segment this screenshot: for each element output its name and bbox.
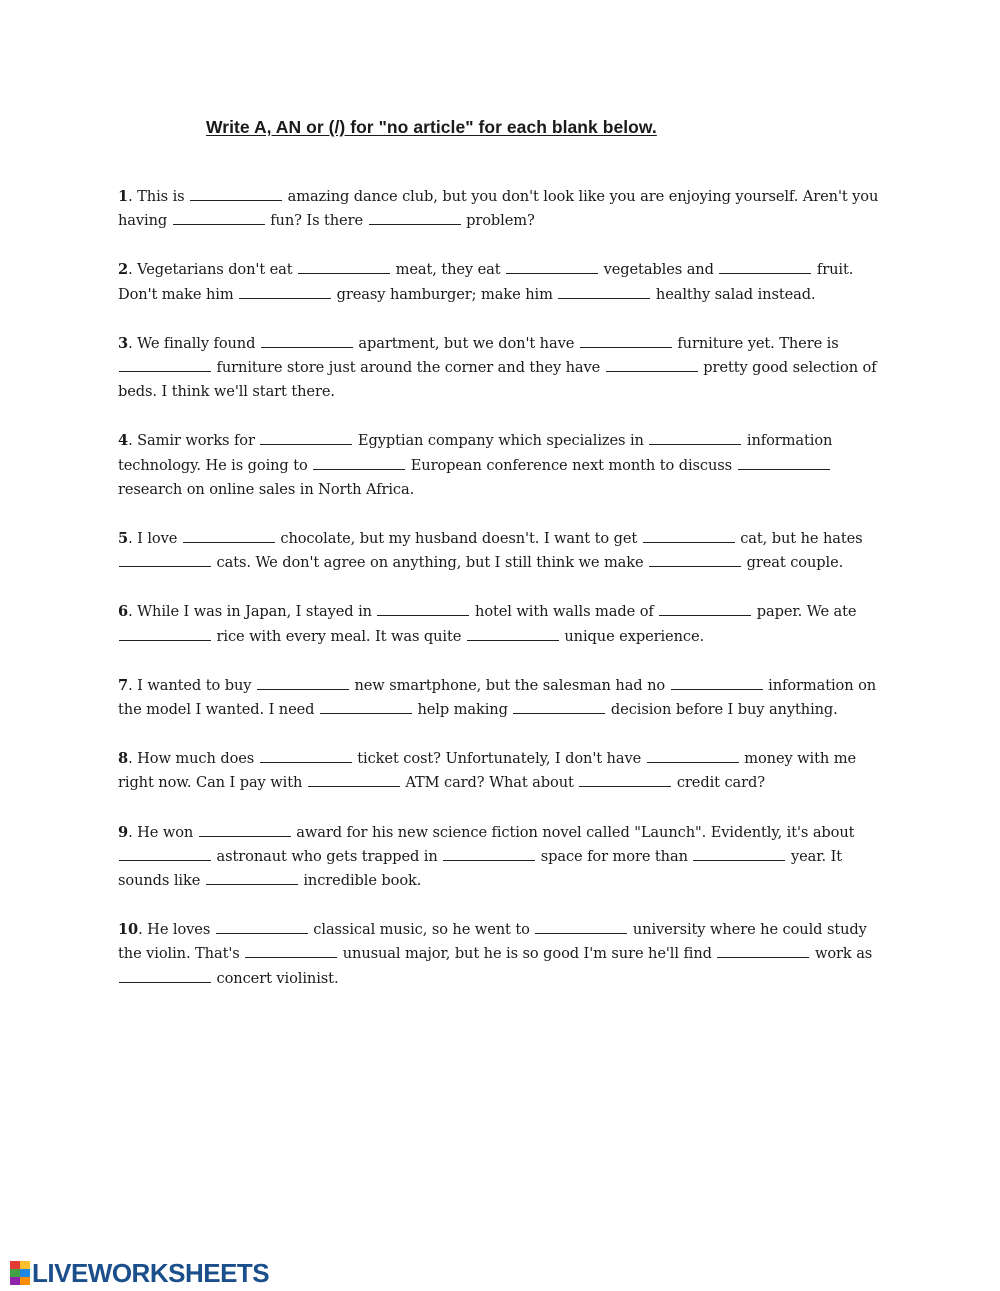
answer-blank[interactable] bbox=[320, 699, 412, 714]
question-text: . While I was in Japan, I stayed in bbox=[128, 603, 377, 621]
answer-blank[interactable] bbox=[239, 284, 331, 299]
answer-blank[interactable] bbox=[443, 846, 535, 861]
question-text: vegetables and bbox=[599, 261, 719, 279]
question-text: greasy hamburger; make him bbox=[332, 285, 558, 303]
logo-square bbox=[10, 1277, 20, 1285]
logo-square bbox=[20, 1269, 30, 1277]
answer-blank[interactable] bbox=[369, 210, 461, 225]
answer-blank[interactable] bbox=[719, 259, 811, 274]
question-text: healthy salad instead. bbox=[651, 285, 816, 303]
answer-blank[interactable] bbox=[693, 846, 785, 861]
question-3 bbox=[118, 332, 888, 405]
question-text: chocolate, but my husband doesn't. I want to get bbox=[275, 530, 642, 548]
question-text: concert violinist. bbox=[212, 969, 339, 987]
question-6 bbox=[118, 600, 888, 648]
logo-square bbox=[20, 1277, 30, 1285]
question-number: 2 bbox=[118, 261, 129, 279]
answer-blank[interactable] bbox=[558, 284, 650, 299]
answer-blank[interactable] bbox=[535, 919, 627, 934]
logo-square bbox=[20, 1261, 30, 1269]
question-5 bbox=[118, 527, 888, 575]
answer-blank[interactable] bbox=[183, 528, 275, 543]
answer-blank[interactable] bbox=[580, 333, 672, 348]
answer-blank[interactable] bbox=[308, 772, 400, 787]
question-text: fun? Is there bbox=[265, 212, 368, 230]
question-number: 1 bbox=[118, 188, 129, 205]
question-text: incredible book. bbox=[298, 872, 422, 890]
answer-blank[interactable] bbox=[119, 552, 211, 567]
question-7 bbox=[118, 674, 888, 722]
worksheet-title: Write A, AN or (/) for "no article" for each blank below. bbox=[206, 117, 657, 137]
logo-text: LIVEWORKSHEETS bbox=[32, 1258, 270, 1288]
question-text: fruit. Don't make him bbox=[118, 261, 854, 303]
answer-blank[interactable] bbox=[643, 528, 735, 543]
question-text: space for more than bbox=[536, 847, 693, 865]
question-text: apartment, but we don't have bbox=[353, 334, 579, 352]
question-text: . Vegetarians don't eat bbox=[128, 261, 298, 279]
answer-blank[interactable] bbox=[119, 968, 211, 983]
question-text: . We finally found bbox=[128, 334, 260, 352]
answer-blank[interactable] bbox=[119, 626, 211, 641]
question-1 bbox=[118, 185, 888, 233]
logo-square bbox=[10, 1261, 20, 1269]
answer-blank[interactable] bbox=[190, 186, 282, 201]
answer-blank[interactable] bbox=[717, 943, 809, 958]
question-text: year. It sounds like bbox=[118, 847, 843, 890]
answer-blank[interactable] bbox=[298, 259, 390, 274]
question-text: money with me right now. Can I pay with bbox=[118, 750, 857, 792]
question-text: . I wanted to buy bbox=[128, 676, 256, 694]
question-text: furniture store just around the corner and they have bbox=[212, 359, 605, 377]
question-2 bbox=[118, 258, 888, 306]
question-number: 9 bbox=[118, 823, 129, 841]
question-text: information technology. He is going to bbox=[118, 432, 833, 474]
answer-blank[interactable] bbox=[119, 357, 211, 372]
answer-blank[interactable] bbox=[467, 626, 559, 641]
question-text: pretty good selection of beds. I think we'll start there. bbox=[118, 359, 877, 401]
answer-blank[interactable] bbox=[206, 870, 298, 885]
answer-blank[interactable] bbox=[506, 259, 598, 274]
logo-mark-icon bbox=[10, 1261, 30, 1285]
question-text: Egyptian company which specializes in bbox=[353, 432, 649, 450]
answer-blank[interactable] bbox=[738, 455, 830, 470]
answer-blank[interactable] bbox=[606, 357, 698, 372]
question-text: astronaut who gets trapped in bbox=[212, 847, 443, 865]
answer-blank[interactable] bbox=[260, 430, 352, 445]
answer-blank[interactable] bbox=[377, 601, 469, 616]
question-text: meat, they eat bbox=[391, 261, 506, 279]
question-text: great couple. bbox=[742, 554, 844, 572]
question-text: European conference next month to discuss bbox=[406, 456, 737, 474]
question-text: work as bbox=[810, 945, 873, 963]
question-text: paper. We ate bbox=[752, 603, 857, 621]
answer-blank[interactable] bbox=[649, 430, 741, 445]
question-10 bbox=[118, 918, 888, 991]
question-list bbox=[118, 185, 888, 1016]
question-number: 10 bbox=[118, 921, 139, 939]
question-text: classical music, so he went to bbox=[308, 921, 535, 939]
answer-blank[interactable] bbox=[216, 919, 308, 934]
question-4 bbox=[118, 429, 888, 502]
question-text: . He won bbox=[128, 823, 198, 841]
question-text: . This is bbox=[128, 188, 190, 205]
question-text: decision before I buy anything. bbox=[606, 701, 838, 719]
question-text: unusual major, but he is so good I'm sure he'll find bbox=[338, 945, 717, 963]
question-text: award for his new science fiction novel called "Launch". Evidently, it's about bbox=[291, 823, 855, 841]
answer-blank[interactable] bbox=[199, 822, 291, 837]
answer-blank[interactable] bbox=[671, 675, 763, 690]
question-text: research on online sales in North Africa. bbox=[118, 480, 415, 498]
question-text: . I love bbox=[128, 530, 182, 548]
question-number: 4 bbox=[118, 432, 129, 450]
question-text: . How much does bbox=[128, 750, 259, 768]
question-number: 5 bbox=[118, 530, 129, 548]
question-text: unique experience. bbox=[559, 627, 705, 645]
answer-blank[interactable] bbox=[261, 333, 353, 348]
answer-blank[interactable] bbox=[647, 748, 739, 763]
question-text: . He loves bbox=[138, 921, 215, 939]
answer-blank[interactable] bbox=[649, 552, 741, 567]
question-text: new smartphone, but the salesman had no bbox=[349, 676, 670, 694]
question-text: hotel with walls made of bbox=[470, 603, 659, 621]
answer-blank[interactable] bbox=[257, 675, 349, 690]
question-number: 6 bbox=[118, 603, 129, 621]
question-text: information on the model I wanted. I need bbox=[118, 676, 877, 719]
logo-square bbox=[10, 1269, 20, 1277]
answer-blank[interactable] bbox=[313, 455, 405, 470]
question-number: 3 bbox=[118, 334, 129, 352]
liveworksheets-logo bbox=[10, 1259, 269, 1287]
question-text: ATM card? What about bbox=[400, 774, 579, 792]
question-text: university where he could study the violin. That's bbox=[118, 921, 867, 963]
question-8 bbox=[118, 747, 888, 795]
answer-blank[interactable] bbox=[659, 601, 751, 616]
question-number: 7 bbox=[118, 676, 129, 694]
question-text: credit card? bbox=[672, 774, 765, 792]
question-text: cat, but he hates bbox=[735, 530, 863, 548]
question-text: amazing dance club, but you don't look like you are enjoying yourself. Aren't you having bbox=[118, 188, 879, 230]
answer-blank[interactable] bbox=[173, 210, 265, 225]
question-text: . Samir works for bbox=[128, 432, 260, 450]
question-text: problem? bbox=[461, 212, 535, 230]
answer-blank[interactable] bbox=[579, 772, 671, 787]
answer-blank[interactable] bbox=[513, 699, 605, 714]
question-9 bbox=[118, 821, 888, 894]
question-text: help making bbox=[412, 701, 513, 719]
question-text: ticket cost? Unfortunately, I don't have bbox=[352, 750, 646, 768]
answer-blank[interactable] bbox=[245, 943, 337, 958]
question-number: 8 bbox=[118, 750, 129, 768]
question-text: rice with every meal. It was quite bbox=[212, 627, 466, 645]
question-text: furniture yet. There is bbox=[672, 334, 839, 352]
question-text: cats. We don't agree on anything, but I still think we make bbox=[212, 554, 649, 572]
answer-blank[interactable] bbox=[119, 846, 211, 861]
answer-blank[interactable] bbox=[260, 748, 352, 763]
